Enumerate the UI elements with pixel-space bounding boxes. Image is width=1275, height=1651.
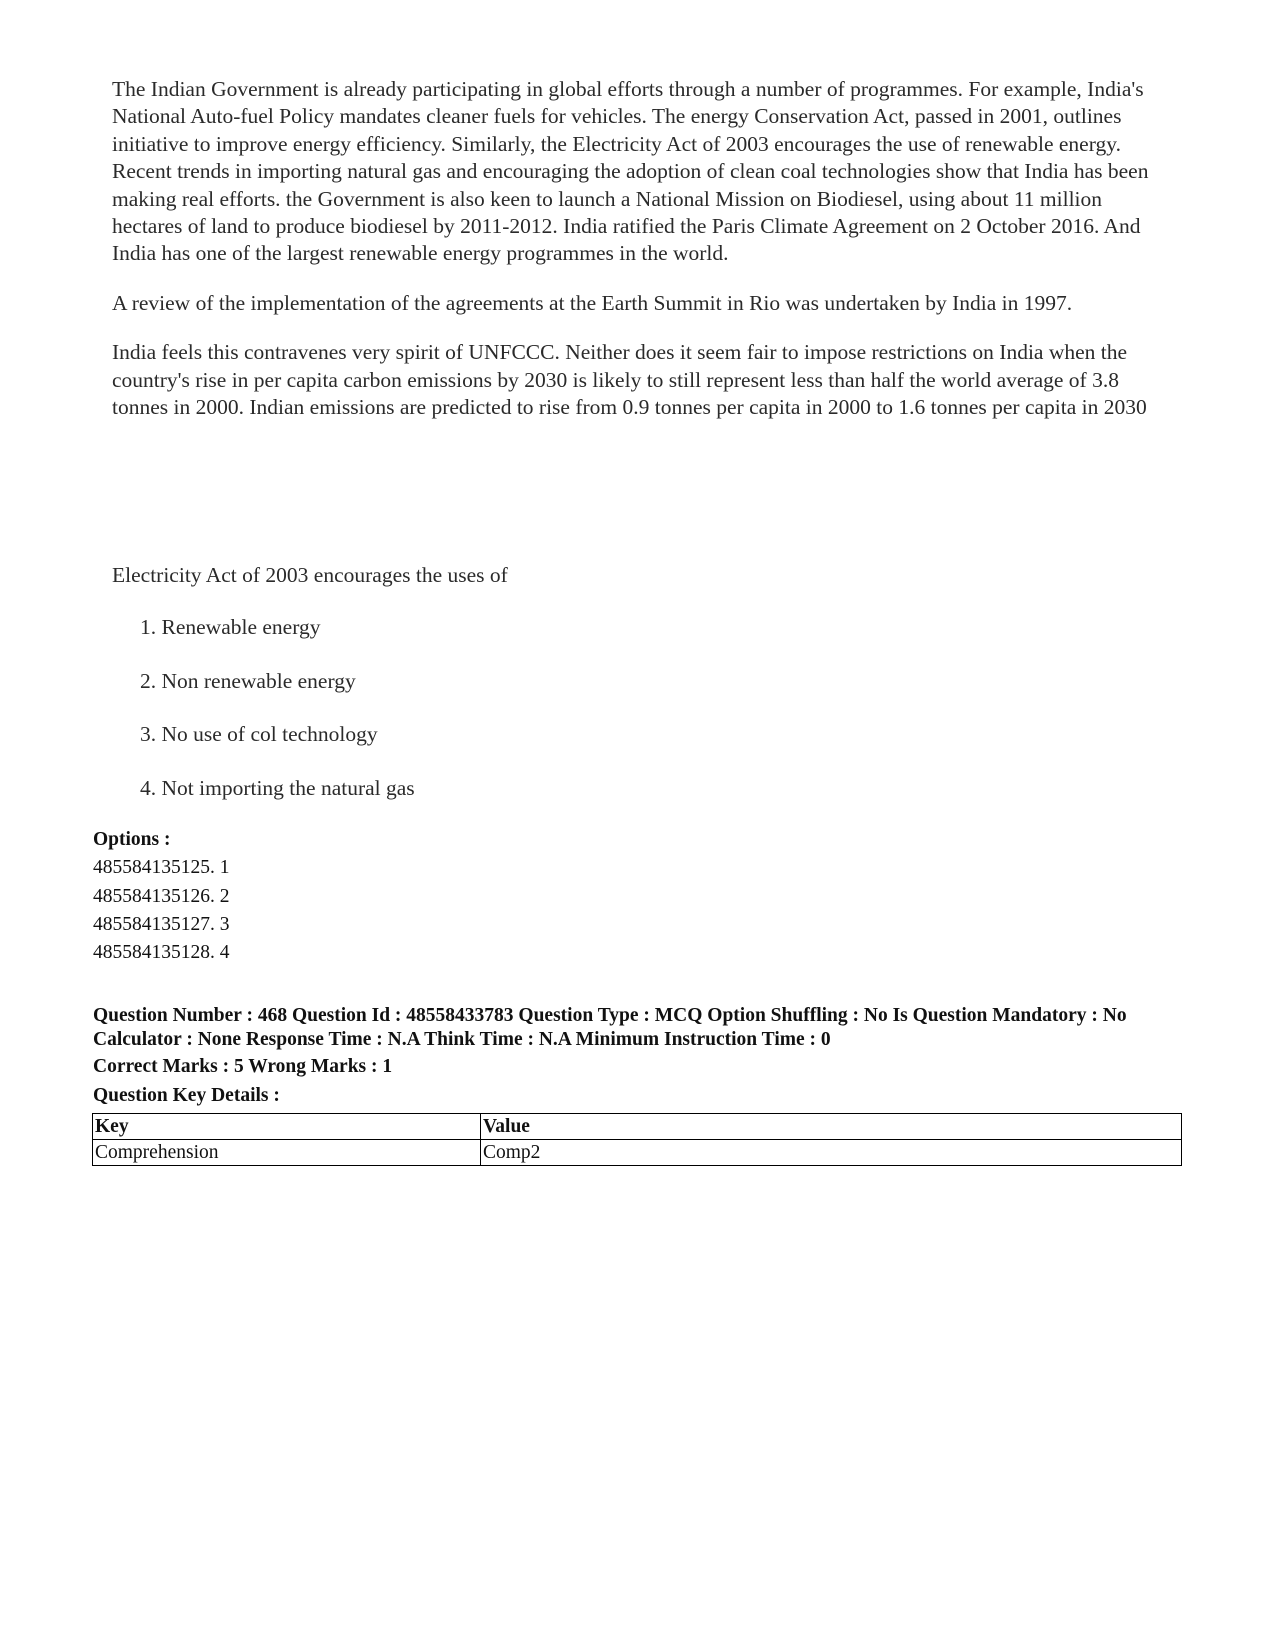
option-item: 485584135127. 3 <box>93 913 230 935</box>
key-details-table <box>92 1113 1182 1166</box>
question-choice: 3. No use of col technology <box>140 722 378 746</box>
passage-paragraph: The Indian Government is already participating in global efforts through a number of programmes. For example, India's National Auto-fuel Policy mandates cleaner fuels for vehicles. The energy Conservation Act, passed in 2001, outlines initiative to improve energy efficiency. Similarly, the Electricity Act of 2003 encourages the use of renewable energy. Recent trends in importing natural gas and encouraging the adoption of clean coal technologies show that India has been making real efforts. the Government is also keen to launch a National Mission on Biodiesel, using about 11 million hectares of land to produce biodiesel by 2011-2012. India ratified the Paris Climate Agreement on 2 October 2016. And India has one of the largest renewable energy programmes in the world. <box>112 77 1149 266</box>
question-metadata <box>93 1004 1203 1108</box>
table-header-value: Value <box>481 1114 1182 1140</box>
table-cell-key: Comprehension <box>93 1140 481 1166</box>
option-item: 485584135126. 2 <box>93 885 230 907</box>
question-stem: Electricity Act of 2003 encourages the uses of <box>112 563 508 587</box>
question-choices <box>140 614 415 828</box>
key-details-title: Question Key Details : <box>93 1084 280 1106</box>
options-title: Options : <box>93 829 171 850</box>
table-cell-value: Comp2 <box>481 1140 1182 1166</box>
option-item: 485584135128. 4 <box>93 942 230 964</box>
question-choice: 2. Non renewable energy <box>140 668 356 693</box>
table-row <box>93 1140 1182 1166</box>
question-choice: 1. Renewable energy <box>140 615 321 639</box>
marks-info: Correct Marks : 5 Wrong Marks : 1 <box>93 1056 393 1077</box>
comprehension-passage <box>112 76 1172 421</box>
question-choice: 4. Not importing the natural gas <box>140 775 415 800</box>
passage-paragraph: A review of the implementation of the agreements at the Earth Summit in Rio was undertaken by India in 1997. <box>112 290 1073 315</box>
table-header-row <box>93 1114 1182 1140</box>
table-header-key: Key <box>93 1114 481 1140</box>
option-item: 485584135125. 1 <box>93 857 230 879</box>
passage-paragraph: India feels this contravenes very spirit of UNFCCC. Neither does it seem fair to impose restrictions on India when the country's rise in per capita carbon emissions by 2030 is likely to still represent less than half the world average of 3.8 tonnes in 2000. Indian emissions are predicted to rise from 0.9 tonnes per capita in 2000 to 1.6 tonnes per capita in 2030 <box>112 340 1147 420</box>
options-section <box>93 826 230 967</box>
question-info: Question Number : 468 Question Id : 48558433783 Question Type : MCQ Option Shuffling : No Is Question Mandatory : No Calculator : None Response Time : N.A Think Time : N.A Minimum Instruction Time : 0 <box>93 1005 1127 1050</box>
